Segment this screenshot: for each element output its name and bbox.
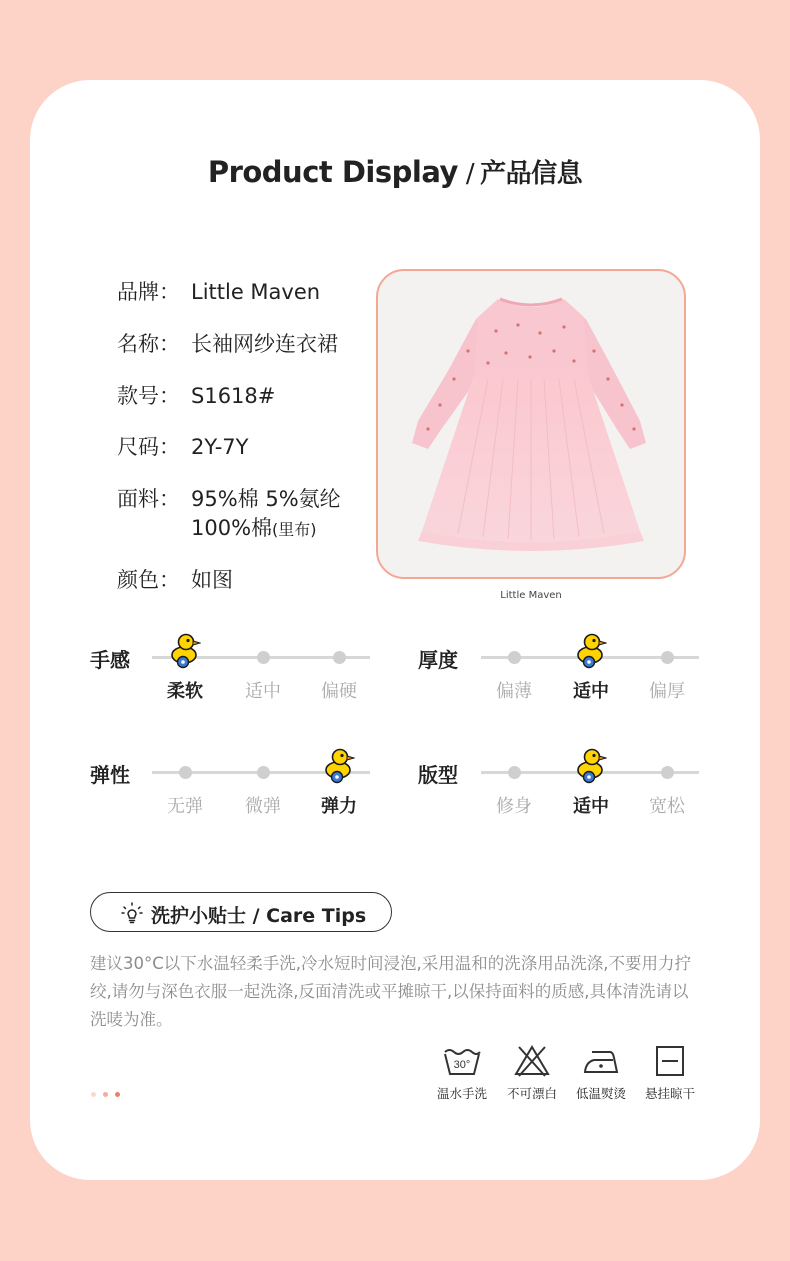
low-iron-icon: [582, 1044, 620, 1078]
care-hang-dry: [635, 1044, 705, 1102]
hang-dry-icon: [651, 1044, 689, 1078]
scale-dot: [179, 766, 192, 779]
scale-dot: [661, 651, 674, 664]
spec-name: 名称： 长袖网纱连衣裙: [117, 332, 338, 356]
care-tips-title: 洗护小贴士 / Care Tips: [151, 905, 367, 927]
spec-style-number: 款号： S1618#: [117, 384, 276, 408]
duck-marker-icon: [575, 631, 607, 669]
scale-dot: [508, 651, 521, 664]
product-photo: [376, 269, 686, 579]
scale-option-label: 柔软: [167, 681, 203, 702]
spec-size: 尺码： 2Y-7Y: [117, 435, 249, 459]
attribute-label: 手感: [90, 648, 130, 672]
duck-marker-icon: [575, 746, 607, 784]
title-separator: /: [465, 159, 475, 189]
scale-option-label: 修身: [496, 796, 532, 817]
scale-option-label: 偏厚: [649, 681, 685, 702]
scale-option-label: 适中: [573, 681, 609, 702]
scale-option-label: 偏薄: [496, 681, 532, 702]
scale-option-label: 无弹: [167, 796, 203, 817]
attribute-label: 版型: [418, 763, 458, 787]
scale-dot: [508, 766, 521, 779]
scale-option-label: 弹力: [321, 796, 357, 817]
care-tips-text: 建议30°C以下水温轻柔手洗,冷水短时间浸泡,采用温和的洗涤用品洗涤,不要用力拧绞,请勿与深色衣服一起洗涤,反面清洗或平摊晾干,以保持面料的质感,具体清洗请以洗唛为准。: [90, 954, 692, 1029]
scale-dot: [661, 766, 674, 779]
page-dot: [91, 1092, 96, 1097]
spec-fabric: 面料： 95%棉 5%氨纶: [117, 487, 341, 511]
care-tips-header: [90, 892, 392, 932]
spec-brand: 品牌： Little Maven: [117, 280, 321, 304]
lightbulb-icon: [121, 902, 143, 924]
page-title: [0, 153, 790, 190]
spec-color: 颜色： 如图: [117, 568, 233, 592]
duck-marker-icon: [323, 746, 355, 784]
title-en: Product Display: [207, 155, 458, 189]
scale-dot: [333, 651, 346, 664]
page-dot: [115, 1092, 120, 1097]
no-bleach-icon: [513, 1044, 551, 1078]
care-label-hand-wash: 温水手洗: [436, 1086, 487, 1101]
scale-dot: [257, 651, 270, 664]
care-hand-wash: [427, 1044, 497, 1102]
care-label-low-iron: 低温熨烫: [575, 1086, 626, 1101]
attribute-label: 弹性: [90, 763, 130, 787]
spec-fabric-lining: 100%棉(里布): [191, 516, 317, 540]
title-cn: 产品信息: [480, 159, 583, 189]
scale-option-label: 适中: [573, 796, 609, 817]
photo-caption: Little Maven: [500, 590, 562, 601]
care-no-bleach: [497, 1044, 567, 1102]
scale-option-label: 微弹: [245, 796, 281, 817]
dress-image: [378, 271, 684, 577]
scale-option-label: 适中: [245, 681, 281, 702]
hand-wash-30-icon: [443, 1044, 481, 1078]
scale-dot: [257, 766, 270, 779]
duck-marker-icon: [169, 631, 201, 669]
scale-option-label: 偏硬: [321, 681, 357, 702]
care-label-no-bleach: 不可漂白: [506, 1086, 557, 1101]
scale-option-label: 宽松: [649, 796, 685, 817]
svg-text:30°: 30°: [453, 1059, 471, 1071]
attribute-label: 厚度: [418, 648, 458, 672]
page-dot: [103, 1092, 108, 1097]
care-label-hang-dry: 悬挂晾干: [644, 1086, 695, 1101]
care-low-iron: [566, 1044, 636, 1102]
